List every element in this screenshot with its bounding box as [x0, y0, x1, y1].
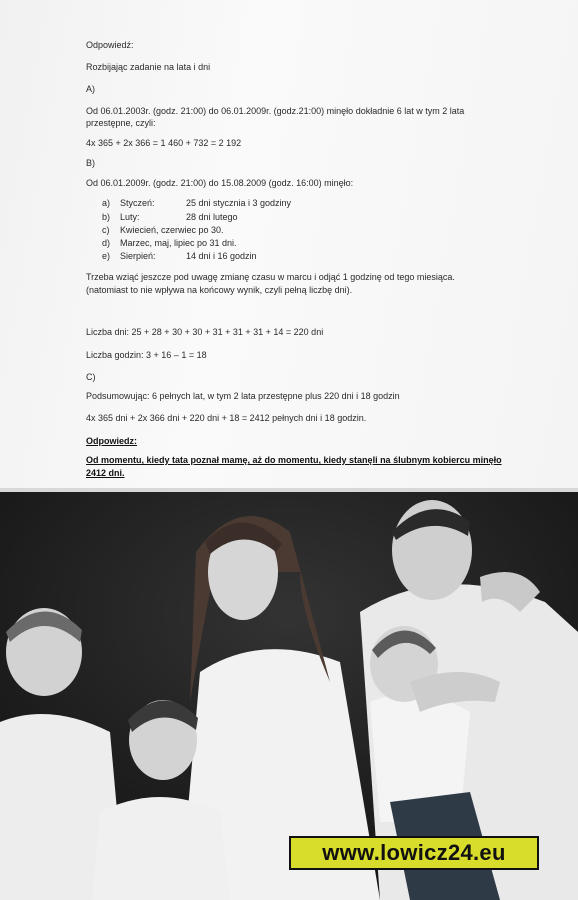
list-value: 25 dni stycznia i 3 godziny [186, 198, 292, 208]
summary-line: Podsumowując: 6 pełnych lat, w tym 2 lata przestępne plus 220 dni i 18 godzin [86, 391, 400, 401]
section-a-text-1: Od 06.01.2003r. (godz. 21:00) do 06.01.2009r. (godz.21:00) minęło dokładnie 6 lat w tym 2 lata [86, 106, 465, 116]
final-answer-text-1: Od momentu, kiedy tata poznał mamę, aż do momentu, kiedy stanęli na ślubnym kobiercu minęło [86, 455, 502, 465]
final-answer-heading: Odpowiedz: [86, 436, 137, 446]
intro-line: Rozbijając zadanie na lata i dni [86, 62, 211, 72]
list-name: Luty: [120, 212, 140, 222]
section-a-label: A) [86, 84, 95, 94]
list-name: Kwiecień, czerwiec po 30. [120, 225, 224, 235]
list-name: Marzec, maj, lipiec po 31 dni. [120, 238, 237, 248]
section-c-label: C) [86, 372, 96, 382]
watermark-logo [289, 836, 539, 870]
section-b-label: B) [86, 158, 95, 168]
list-marker: b) [102, 212, 111, 222]
watermark-text: www.lowicz24.eu [322, 840, 506, 865]
list-value: 28 dni lutego [186, 212, 238, 222]
section-a-text-2: przestępne, czyli: [86, 118, 156, 128]
dst-note-1: Trzeba wziąć jeszcze pod uwagę zmianę czasu w marcu i odjąć 1 godzinę od tego miesiąca. [86, 272, 455, 282]
answer-heading: Odpowiedź: [86, 40, 134, 50]
list-marker: e) [102, 251, 111, 261]
days-calc: Liczba dni: 25 + 28 + 30 + 30 + 31 + 31 + 31 + 14 = 220 dni [86, 327, 324, 337]
list-item [102, 225, 224, 236]
list-item [102, 238, 237, 249]
section-a-calc: 4x 365 + 2x 366 = 1 460 + 732 = 2 192 [86, 138, 242, 148]
section-b-text: Od 06.01.2009r. (godz. 21:00) do 15.08.2009 (godz. 16:00) minęło: [86, 178, 354, 188]
list-name: Sierpień: [120, 251, 156, 261]
list-item [102, 198, 291, 209]
list-name: Styczeń: [120, 198, 155, 208]
hours-calc: Liczba godzin: 3 + 16 – 1 = 18 [86, 350, 207, 360]
list-marker: c) [102, 225, 110, 235]
list-item [102, 212, 238, 223]
final-answer-text-2: 2412 dni. [86, 468, 125, 478]
list-item [102, 251, 257, 262]
list-marker: d) [102, 238, 111, 248]
list-value: 14 dni i 16 godzin [186, 251, 257, 261]
final-calc: 4x 365 dni + 2x 366 dni + 220 dni + 18 = 2412 pełnych dni i 18 godzin. [86, 413, 367, 423]
dst-note-2: (natomiast to nie wpływa na końcowy wynik, czyli pełną liczbę dni). [86, 285, 353, 295]
list-marker: a) [102, 198, 111, 208]
